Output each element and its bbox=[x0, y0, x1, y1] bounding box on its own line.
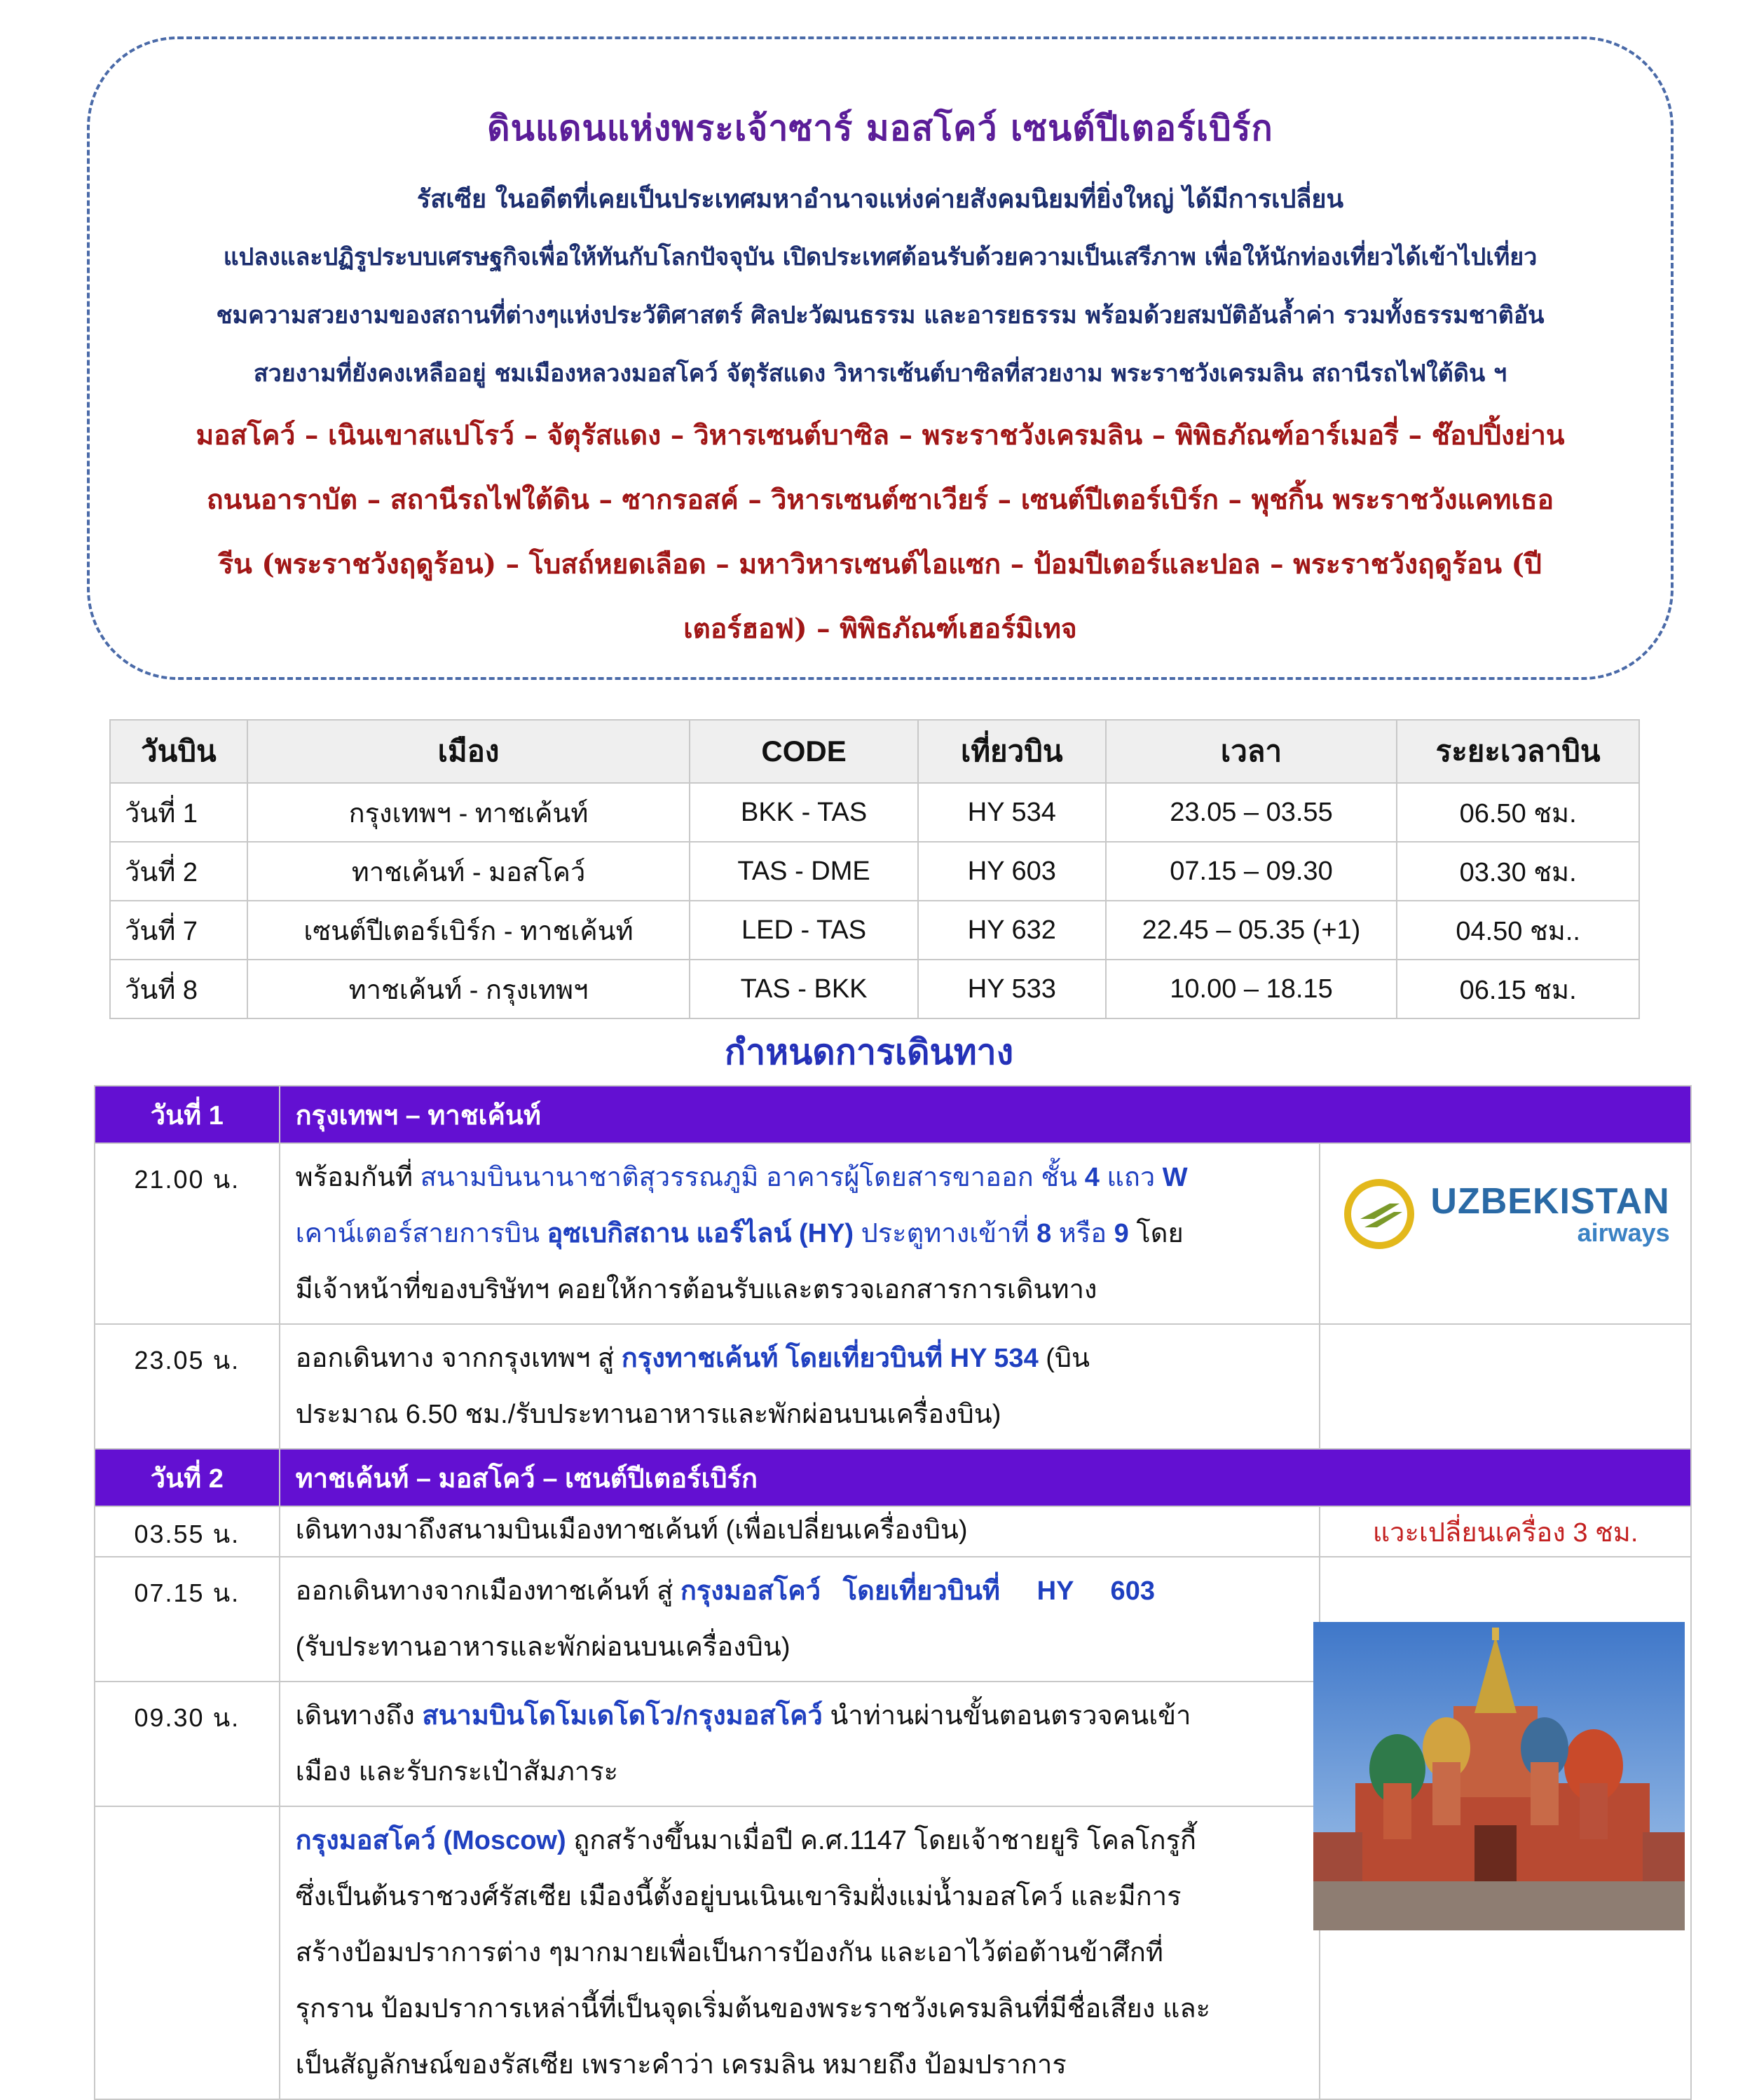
airline-logo-sub: airways bbox=[1577, 1218, 1670, 1247]
intro-line: ชมความสวยงามของสถานที่ต่างๆแห่งประวัติศาสตร์ ศิลปะวัฒนธรรม และอารยธรรม พร้อมด้วยสมบัติอันล้ำค่า รวมทั้งธรรมชาติอัน bbox=[216, 301, 1545, 329]
transfer-note: แวะเปลี่ยนเครื่อง 3 ชม. bbox=[1320, 1506, 1691, 1557]
text-run: 4 bbox=[1084, 1163, 1100, 1192]
text-run: ซึ่งเป็นต้นราชวงศ์รัสเซีย เมืองนี้ตั้งอยู่บนเนินเขาริมฝั่งแม่น้ำมอสโคว์ และมีการ bbox=[295, 1882, 1182, 1911]
flight-time: 07.15 – 09.30 bbox=[1106, 842, 1397, 901]
text-run: อุซเบกิสถาน แอร์ไลน์ (HY) bbox=[547, 1219, 854, 1248]
flight-time: 22.45 – 05.35 (+1) bbox=[1106, 901, 1397, 960]
places-line: ถนนอาราบัต – สถานีรถไฟใต้ดิน – ซากรอสค์ – วิหารเซนต์ซาเวียร์ – เซนต์ปีเตอร์เบิร์ก – พุชกิ้น พระราชวังแคทเธอ bbox=[206, 484, 1554, 516]
flight-day: วันที่ 1 bbox=[110, 783, 247, 842]
header-time: เวลา bbox=[1106, 720, 1397, 783]
flight-day: วันที่ 7 bbox=[110, 901, 247, 960]
event-time-empty bbox=[95, 1806, 280, 2099]
airline-logo-name: UZBEKISTAN bbox=[1430, 1181, 1670, 1222]
day-header-row bbox=[95, 1086, 1691, 1143]
event-description bbox=[280, 1682, 1320, 1806]
text-run: พร้อมกันที่ bbox=[295, 1163, 420, 1192]
text-run: กรุงมอสโคว์ โดยเที่ยวบินที่ HY 603 bbox=[680, 1576, 1155, 1606]
text-run: W bbox=[1162, 1163, 1188, 1192]
itinerary-table bbox=[94, 1085, 1692, 2100]
flight-duration: 04.50 ชม.. bbox=[1397, 901, 1639, 960]
flight-number: HY 603 bbox=[918, 842, 1106, 901]
itinerary-row bbox=[95, 1143, 1691, 1324]
flight-time: 23.05 – 03.55 bbox=[1106, 783, 1397, 842]
flight-day: วันที่ 8 bbox=[110, 960, 247, 1018]
text-run: เคาน์เตอร์สายการบิน bbox=[295, 1219, 547, 1248]
flight-city: ทาชเค้นท์ - กรุงเทพฯ bbox=[247, 960, 690, 1018]
day-title: กรุงเทพฯ – ทาชเค้นท์ bbox=[280, 1086, 1691, 1143]
text-run: ประมาณ 6.50 ชม./รับประทานอาหารและพักผ่อนบนเครื่องบิน) bbox=[295, 1400, 1001, 1429]
flight-code: LED - TAS bbox=[690, 901, 918, 960]
intro-line: สวยงามที่ยังคงเหลืออยู่ ชมเมืองหลวงมอสโคว์ จัตุรัสแดง วิหารเซ้นต์บาซิลที่สวยงาม พระราชวังเครมลิน สถานีรถไฟใต้ดิน ฯ bbox=[253, 360, 1507, 388]
intro-box bbox=[87, 36, 1674, 680]
text-run: นำท่านผ่านขั้นตอนตรวจคนเข้า bbox=[822, 1701, 1191, 1731]
text-run: โดย bbox=[1128, 1219, 1184, 1248]
flight-table bbox=[109, 719, 1640, 1019]
event-time: 21.00 น. bbox=[95, 1143, 280, 1324]
text-run: ออกเดินทาง จากกรุงเทพฯ สู่ bbox=[295, 1344, 622, 1373]
text-run: ถูกสร้างขึ้นมาเมื่อปี ค.ศ.1147 โดยเจ้าชายยูริ โคลโกรูกี้ bbox=[566, 1826, 1197, 1855]
flight-row bbox=[110, 960, 1639, 1018]
flight-duration: 06.15 ชม. bbox=[1397, 960, 1639, 1018]
text-run: ประตูทางเข้าที่ bbox=[854, 1219, 1037, 1248]
intro-places bbox=[90, 403, 1671, 661]
day-label: วันที่ 1 bbox=[95, 1086, 280, 1143]
header-flight: เที่ยวบิน bbox=[918, 720, 1106, 783]
airline-logo-cell bbox=[1320, 1143, 1691, 1324]
flight-city: ทาชเค้นท์ - มอสโคว์ bbox=[247, 842, 690, 901]
itinerary-row bbox=[95, 1506, 1691, 1557]
event-time: 09.30 น. bbox=[95, 1682, 280, 1806]
day-label: วันที่ 2 bbox=[95, 1449, 280, 1506]
places-line: มอสโคว์ – เนินเขาสแปโรว์ – จัตุรัสแดง – วิหารเซนต์บาซิล – พระราชวังเครมลิน – พิพิธภัณฑ์อาร์เมอรี่ – ช๊อปปิ้งย่าน bbox=[196, 419, 1565, 451]
flight-row bbox=[110, 842, 1639, 901]
event-description: เดินทางมาถึงสนามบินเมืองทาชเค้นท์ (เพื่อเปลี่ยนเครื่องบิน) bbox=[280, 1506, 1320, 1557]
flight-row bbox=[110, 901, 1639, 960]
text-run: สนามบินโดโมเดโดโว/กรุงมอสโคว์ bbox=[422, 1701, 823, 1731]
itinerary-row bbox=[95, 1324, 1691, 1449]
flight-day: วันที่ 2 bbox=[110, 842, 247, 901]
header-code: CODE bbox=[690, 720, 918, 783]
intro-line: รัสเซีย ในอดีตที่เคยเป็นประเทศมหาอำนาจแห่งค่ายสังคมนิยมที่ยิ่งใหญ่ ได้มีการเปลี่ยน bbox=[416, 184, 1344, 214]
intro-line: แปลงและปฏิรูประบบเศรษฐกิจเพื่อให้ทันกับโลกปัจจุบัน เปิดประเทศต้อนรับด้วยความเป็นเสรีภาพ เพื่อให้นักท่องเที่ยวได้เข้าไปเที่ยว bbox=[223, 243, 1538, 271]
text-run: เมือง และรับกระเป๋าสัมภาระ bbox=[295, 1757, 619, 1787]
text-run: แถว bbox=[1099, 1163, 1163, 1192]
text-run: มีเจ้าหน้าที่ของบริษัทฯ คอยให้การต้อนรับและตรวจเอกสารการเดินทาง bbox=[295, 1275, 1097, 1304]
text-run: รุกราน ป้อมปราการเหล่านี้ที่เป็นจุดเริ่มต้นของพระราชวังเครมลินที่มีชื่อเสียง และ bbox=[295, 1994, 1211, 2024]
places-line: เตอร์ฮอฟ) – พิพิธภัณฑ์เฮอร์มิเทจ bbox=[683, 613, 1077, 645]
intro-description bbox=[90, 170, 1671, 403]
flight-city: กรุงเทพฯ - ทาชเค้นท์ bbox=[247, 783, 690, 842]
event-time: 23.05 น. bbox=[95, 1324, 280, 1449]
header-day: วันบิน bbox=[110, 720, 247, 783]
event-time: 03.55 น. bbox=[95, 1506, 280, 1557]
st-basils-cathedral-photo bbox=[1313, 1622, 1685, 1930]
event-time: 07.15 น. bbox=[95, 1557, 280, 1682]
day-title: ทาชเค้นท์ – มอสโคว์ – เซนต์ปีเตอร์เบิร์ก bbox=[280, 1449, 1691, 1506]
flight-duration: 03.30 ชม. bbox=[1397, 842, 1639, 901]
flight-code: BKK - TAS bbox=[690, 783, 918, 842]
places-line: รีน (พระราชวังฤดูร้อน) – โบสถ์หยดเลือด – มหาวิหารเซนต์ไอแซก – ป้อมปีเตอร์และปอล – พระราชวังฤดูร้อน (ปี bbox=[219, 548, 1542, 580]
text-run: ออกเดินทางจากเมืองทาชเค้นท์ สู่ bbox=[295, 1576, 680, 1606]
event-description bbox=[280, 1557, 1320, 1682]
flight-number: HY 534 bbox=[918, 783, 1106, 842]
text-run: (รับประทานอาหารและพักผ่อนบนเครื่องบิน) bbox=[295, 1632, 791, 1662]
text-run: หรือ bbox=[1051, 1219, 1114, 1248]
day-header-row bbox=[95, 1449, 1691, 1506]
moscow-description bbox=[280, 1806, 1320, 2099]
airline-emblem-icon bbox=[1341, 1175, 1418, 1253]
flight-number: HY 533 bbox=[918, 960, 1106, 1018]
text-run: สนามบินนานาชาติสุวรรณภูมิ อาคารผู้โดยสารขาออก ชั้น bbox=[420, 1163, 1085, 1192]
flight-row bbox=[110, 783, 1639, 842]
empty-cell bbox=[1320, 1324, 1691, 1449]
text-run: 9 bbox=[1114, 1219, 1129, 1248]
header-duration: ระยะเวลาบิน bbox=[1397, 720, 1639, 783]
text-run: สร้างป้อมปราการต่าง ๆมากมายเพื่อเป็นการป้องกัน และเอาไว้ต่อต้านข้าศึกที่ bbox=[295, 1938, 1163, 1968]
text-run: เป็นสัญลักษณ์ของรัสเซีย เพราะคำว่า เครมลิน หมายถึง ป้อมปราการ bbox=[295, 2050, 1067, 2080]
flight-city: เซนต์ปีเตอร์เบิร์ก - ทาชเค้นท์ bbox=[247, 901, 690, 960]
event-description bbox=[280, 1143, 1320, 1324]
text-run: กรุงมอสโคว์ (Moscow) bbox=[295, 1826, 566, 1855]
itinerary-title: กำหนดการเดินทาง bbox=[724, 1032, 1014, 1072]
event-description bbox=[280, 1324, 1320, 1449]
text-run: 8 bbox=[1036, 1219, 1052, 1248]
intro-title: ดินแดนแห่งพระเจ้าซาร์ มอสโคว์ เซนต์ปีเตอร์เบิร์ก bbox=[487, 107, 1273, 149]
flight-duration: 06.50 ชม. bbox=[1397, 783, 1639, 842]
text-run: เดินทางถึง bbox=[295, 1701, 423, 1731]
airline-logo bbox=[1321, 1145, 1690, 1253]
text-run: (บิน bbox=[1038, 1344, 1090, 1373]
flight-number: HY 632 bbox=[918, 901, 1106, 960]
flight-code: TAS - DME bbox=[690, 842, 918, 901]
header-city: เมือง bbox=[247, 720, 690, 783]
text-run: กรุงทาชเค้นท์ โดยเที่ยวบินที่ HY 534 bbox=[621, 1344, 1039, 1373]
flight-time: 10.00 – 18.15 bbox=[1106, 960, 1397, 1018]
flight-header-row bbox=[110, 720, 1639, 783]
flight-code: TAS - BKK bbox=[690, 960, 918, 1018]
